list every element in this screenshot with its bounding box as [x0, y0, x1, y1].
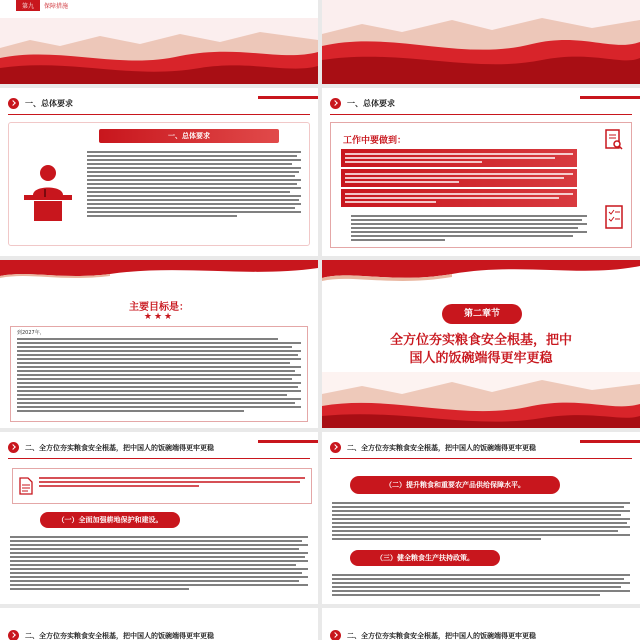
- slide-2[interactable]: [322, 0, 640, 84]
- content-box: [330, 122, 632, 248]
- star-decoration: ★★★: [143, 312, 175, 322]
- box-title: 工作中要做到：: [343, 136, 407, 146]
- subsection-pill: （一）全面加强耕地保护和建设。: [40, 512, 180, 528]
- slide-7[interactable]: [0, 432, 318, 604]
- subsection-pill-1: （二）提升粮食和重要农产品供给保障水平。: [350, 476, 560, 494]
- intro-box: [12, 468, 312, 504]
- red-wave-banner: [0, 18, 318, 84]
- box-title-bar: [99, 129, 279, 143]
- header-divider: [8, 114, 310, 115]
- slide-title: 主要目标是：: [129, 302, 189, 313]
- body-text: [87, 149, 301, 219]
- slide-header-title: 二、全方位夯实粮食安全根基，把中国人的饭碗端得更牢更稳: [347, 631, 536, 640]
- red-wave-banner: [322, 0, 640, 84]
- header-accent-bar: [258, 440, 318, 443]
- check-circle-icon: [330, 442, 341, 453]
- header-divider: [330, 458, 632, 459]
- chapter-headline-line-2: 国人的饭碗端得更牢更稳: [409, 351, 553, 366]
- red-wave-top: [0, 260, 318, 282]
- slide-9[interactable]: [0, 608, 318, 640]
- check-circle-icon: [8, 98, 19, 109]
- content-box: [8, 122, 310, 246]
- slide-header: [330, 442, 536, 453]
- point-bar-3: [341, 189, 577, 207]
- slide-1[interactable]: [0, 0, 318, 84]
- subsection-pill-2: （三）健全粮食生产扶持政策。: [350, 550, 500, 566]
- goal-text-box: [10, 326, 308, 422]
- goal-text-lead: 到2027年，: [17, 330, 45, 336]
- slide-8[interactable]: [322, 432, 640, 604]
- slide-6[interactable]: [322, 260, 640, 428]
- slide-5[interactable]: [0, 260, 318, 428]
- header-accent-bar: [258, 96, 318, 99]
- box-title: 一、总体要求: [168, 132, 210, 140]
- slide-10[interactable]: [322, 608, 640, 640]
- section-subtitle: 保障措施: [44, 3, 69, 10]
- chapter-headline-line-1: 全方位夯实粮食安全根基，把中: [389, 333, 572, 348]
- header-accent-bar: [580, 96, 640, 99]
- check-circle-icon: [330, 630, 341, 640]
- section-label: [16, 0, 68, 11]
- header-divider: [330, 114, 632, 115]
- slide-header: [8, 442, 214, 453]
- slide-3[interactable]: [0, 88, 318, 256]
- header-divider: [8, 458, 310, 459]
- checklist-icon: [605, 205, 623, 229]
- document-search-icon: [605, 129, 623, 151]
- check-circle-icon: [8, 442, 19, 453]
- slide-4[interactable]: [322, 88, 640, 256]
- point-bar-2: [341, 169, 577, 187]
- body-text: [351, 213, 587, 243]
- chapter-tag: 第二章节: [442, 304, 522, 324]
- slide-header-title: 二、全方位夯实粮食安全根基，把中国人的饭碗端得更牢更稳: [25, 443, 214, 452]
- body-text-2: [332, 572, 630, 598]
- header-accent-bar: [580, 440, 640, 443]
- check-circle-icon: [330, 98, 341, 109]
- slide-header-title: 二、全方位夯实粮食安全根基，把中国人的饭碗端得更牢更稳: [347, 443, 536, 452]
- intro-text: [39, 475, 305, 489]
- slide-header-title: 二、全方位夯实粮食安全根基，把中国人的饭碗端得更牢更稳: [25, 631, 214, 640]
- red-wave-top: [322, 260, 640, 290]
- slide-header: [330, 630, 536, 640]
- chapter-headline: [322, 332, 640, 368]
- slide-header: [8, 98, 73, 109]
- slide-header: [8, 630, 214, 640]
- body-text-1: [332, 500, 630, 542]
- check-circle-icon: [8, 630, 19, 640]
- slide-header-title: 一、总体要求: [347, 99, 395, 108]
- section-tag: 第九: [16, 0, 40, 11]
- body-text: [10, 534, 308, 592]
- slide-header: [330, 98, 395, 109]
- red-wave-banner: [322, 372, 640, 428]
- document-icon: [19, 477, 33, 495]
- point-bar-1: [341, 149, 577, 167]
- podium-speaker-icon: [19, 161, 77, 223]
- slide-header-title: 一、总体要求: [25, 99, 73, 108]
